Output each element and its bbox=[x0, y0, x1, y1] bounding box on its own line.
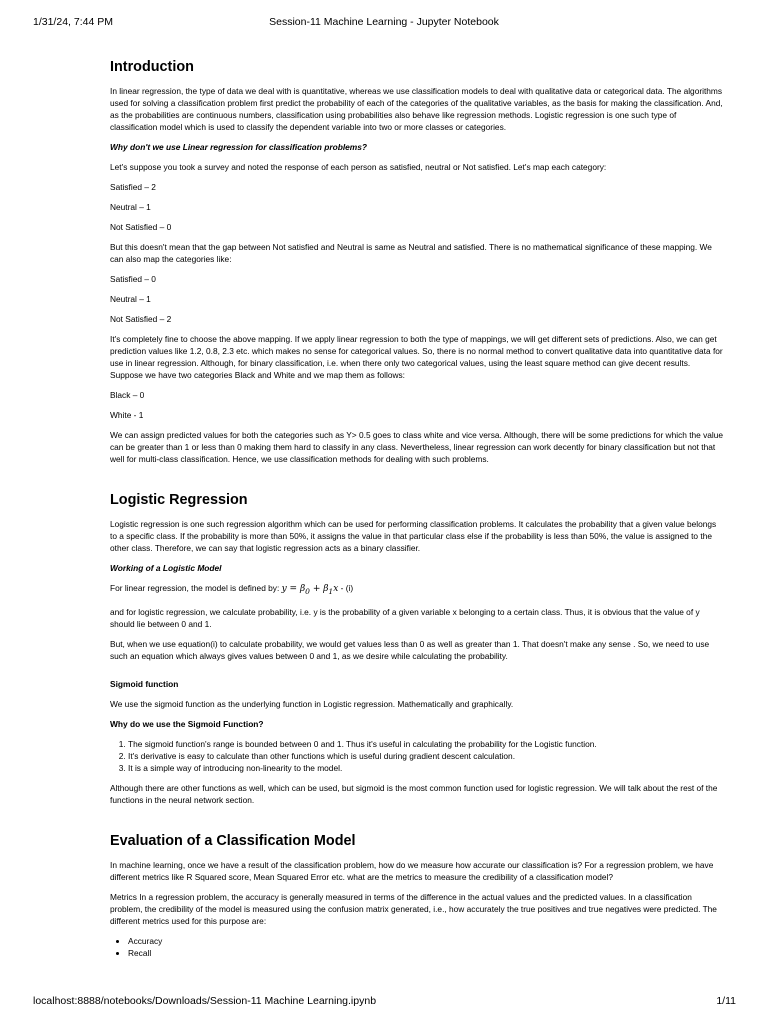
list-item: 3. It is a simple way of introducing non-linearity to the model. bbox=[128, 762, 724, 774]
evaluation-paragraph-1: In machine learning, once we have a result of the classification problem, how do we measure how accurate our classification is? For a regression problem, we have different metrics like R Squared score, Mean Squared Error etc. what are the metrics to measure the credibility of a classification model? bbox=[110, 859, 714, 882]
print-title: Session-11 Machine Learning - Jupyter Notebook bbox=[269, 16, 499, 28]
model-prefix: For linear regression, the model is defined by: bbox=[110, 583, 282, 593]
intro-paragraph-4: It's completely fine to choose the above mapping. If we apply linear regression to both the type of mappings, we will get different sets of predictions. Also, we can get prediction values like 1.2, 0.8, 2.3 etc. which makes no sense for categorical values. So, there is no normal method to convert qualitative data into quantitative data for use in linear regression. Although, for binary classification, i.e. when there only two categorical values, using the least square method can give decent results. Suppose we have two categories Black and White and we map them as follows: bbox=[110, 334, 723, 380]
model-suffix: - (i) bbox=[338, 583, 354, 593]
list-item: 2. It's derivative is easy to calculate than other functions which is useful during gradient descent calculation. bbox=[128, 750, 724, 762]
why-linear-heading: Why don't we use Linear regression for classification problems? bbox=[110, 142, 368, 152]
working-heading: Working of a Logistic Model bbox=[110, 563, 222, 573]
mapping-1-item: Satisfied – 2 bbox=[110, 182, 156, 192]
metrics-list bbox=[110, 935, 724, 959]
linear-model-equation bbox=[110, 582, 724, 598]
logistic-paragraph-5: Although there are other functions as well, which can be used, but sigmoid is the most common function used for logistic regression. We will talk about the rest of the functions in the neural network section. bbox=[110, 782, 718, 805]
logistic-paragraph-2: and for logistic regression, we calculate probability, i.e. y is the probability of a given variable x belonging to a certain class. Thus, it is obvious that the value of y should lie between 0 and 1. bbox=[110, 606, 700, 629]
list-item: • Accuracy bbox=[128, 935, 724, 947]
print-date: 1/31/24, 7:44 PM bbox=[33, 16, 113, 28]
sigmoid-reasons-list bbox=[110, 738, 724, 774]
logistic-paragraph-3: But, when we use equation(i) to calculate probability, we would get values less than 0 as well as greater than 1. That doesn't make any sense . So, we need to use such an equation which always gives values between 0 and 1, as we desire while calculating the probability. bbox=[110, 638, 710, 661]
sigmoid-heading: Sigmoid function bbox=[110, 678, 179, 689]
mapping-1-item: Not Satisfied – 0 bbox=[110, 222, 172, 232]
logistic-paragraph-4: We use the sigmoid function as the underlying function in Logistic regression. Mathematically and graphically. bbox=[110, 698, 514, 709]
mapping-2-item: Neutral – 1 bbox=[110, 294, 151, 304]
mapping-1-item: Neutral – 1 bbox=[110, 202, 151, 212]
why-sigmoid-heading: Why do we use the Sigmoid Function? bbox=[110, 718, 264, 729]
heading-introduction: Introduction bbox=[110, 59, 194, 75]
mapping-2-item: Satisfied – 0 bbox=[110, 274, 156, 284]
page-number: 1/11 bbox=[716, 995, 736, 1007]
list-item: • Recall bbox=[128, 947, 724, 959]
intro-paragraph-5: We can assign predicted values for both the categories such as Y> 0.5 goes to class white and vice versa. Although, there will be some predictions for which the value can be greater than 1 or less than 0 making them hard to classify in any class. Nevertheless, linear regression can work decently for binary classification but not that well for multi-class classification. Hence, we use classification methods for dealing with such problems. bbox=[110, 430, 724, 464]
logistic-paragraph-1: Logistic regression is one such regression algorithm which can be used for performing classification problems. It calculates the probability that a given value belongs to a specific class. If the probability is more than 50%, it assigns the value in that particular class else if the probability is less than 50%, the value is assigned to the other class. Therefore, we can say that logistic regression acts as a binary classifier. bbox=[110, 519, 717, 553]
intro-paragraph-2: Let's suppose you took a survey and noted the response of each person as satisfied, neutral or Not satisfied. Let's map each category: bbox=[110, 162, 607, 172]
mapping-3-item: Black – 0 bbox=[110, 390, 145, 400]
list-item: 1. The sigmoid function's range is bounded between 0 and 1. Thus it's useful in calculating the probability for the Logistic function. bbox=[128, 738, 724, 750]
evaluation-paragraph-2: Metrics In a regression problem, the accuracy is generally measured in terms of the difference in the actual values and the predicted values. In a classification problem, the credibility of the model is measured using the confusion matrix generated, i.e., how accurately the true positives and true negatives were predicted. The different metrics used for this purpose are: bbox=[110, 891, 717, 926]
heading-logistic-regression: Logistic Regression bbox=[110, 492, 248, 508]
print-url: localhost:8888/notebooks/Downloads/Session-11 Machine Learning.ipynb bbox=[33, 995, 377, 1007]
notebook-content bbox=[110, 58, 724, 967]
equation-formula: $y = \beta_0 + \beta_1x$ bbox=[281, 584, 339, 596]
heading-evaluation: Evaluation of a Classification Model bbox=[110, 832, 356, 849]
intro-paragraph-3: But this doesn't mean that the gap between Not satisfied and Neutral is same as Neutral and satisfied. There is no mathematical significance of these mapping. We can also map the categories like: bbox=[110, 242, 712, 264]
mapping-3-item: White - 1 bbox=[110, 410, 144, 420]
mapping-2-item: Not Satisfied – 2 bbox=[110, 314, 172, 324]
intro-paragraph-1: In linear regression, the type of data we deal with is quantitative, whereas we use classification models to deal with qualitative data or categorical data. The algorithms used for solving a classification problem first predict the probability of each of the categories of the qualitative variables, as the basis for making the classification. And, as the probabilities are continuous numbers, classification using probabilities also behave like regression methods. Logistic regression is one such type of classification model which is used to classify the dependent variable into two or more classes or categories. bbox=[110, 86, 723, 132]
